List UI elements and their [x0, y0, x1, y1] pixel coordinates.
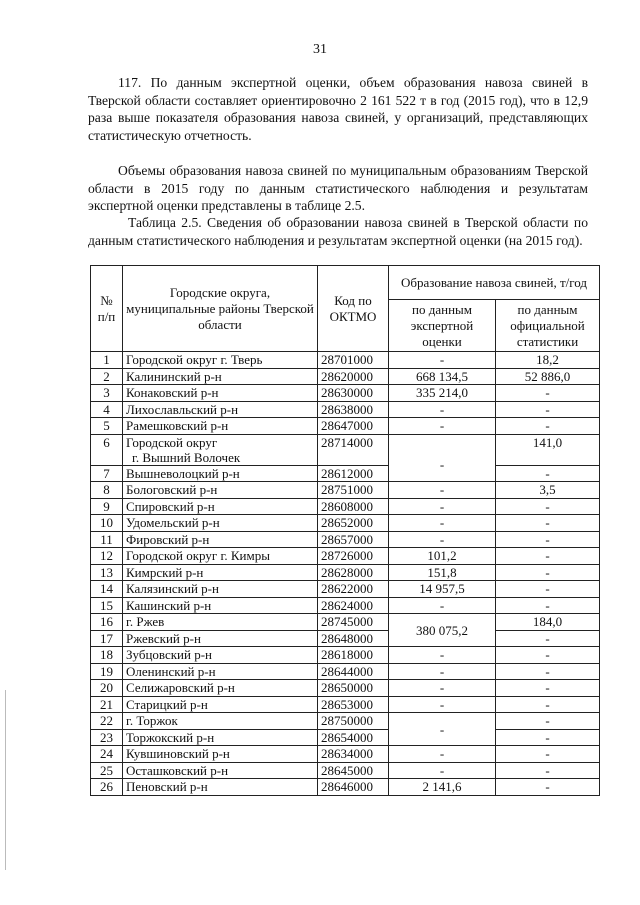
row-number: 20 [91, 680, 123, 697]
table-row [91, 581, 600, 598]
table-caption: Таблица 2.5. Сведения об образовании навоза свиней в Тверской области по данным статистического наблюдения и результатам экспертной оценки (на 2015 год). [88, 215, 588, 248]
row-number: 23 [91, 729, 123, 746]
row-number: 10 [91, 515, 123, 532]
header-num: № п/п [91, 266, 123, 352]
expert-value-merged: - [389, 713, 496, 746]
region-name: Конаковский р-н [123, 385, 318, 402]
oktmo-code: 28650000 [318, 680, 389, 697]
region-name: г. Торжок [123, 713, 318, 730]
expert-value: - [389, 663, 496, 680]
expert-value: - [389, 597, 496, 614]
paragraph-volumes: Объемы образования навоза свиней по муниципальным образованиям Тверской области в 2015 году по данным статистического наблюдения и результатам экспертной оценки представлены в таблице 2.5. [88, 163, 588, 213]
oktmo-code: 28648000 [318, 630, 389, 647]
header-group: Образование навоза свиней, т/год [389, 266, 600, 300]
row-number: 8 [91, 482, 123, 499]
expert-value: 2 141,6 [389, 779, 496, 796]
oktmo-code: 28652000 [318, 515, 389, 532]
oktmo-code: 28701000 [318, 352, 389, 369]
expert-value: - [389, 482, 496, 499]
table-row [91, 368, 600, 385]
table-row [91, 434, 600, 465]
oktmo-code: 28654000 [318, 729, 389, 746]
expert-value: - [389, 515, 496, 532]
oktmo-code: 28638000 [318, 401, 389, 418]
row-number: 17 [91, 630, 123, 647]
official-value: - [496, 713, 600, 730]
official-value: - [496, 630, 600, 647]
oktmo-code: 28657000 [318, 531, 389, 548]
row-number: 21 [91, 696, 123, 713]
region-name-line2: г. Вышний Волочек [132, 449, 241, 465]
expert-value: 14 957,5 [389, 581, 496, 598]
expert-value-merged: 380 075,2 [389, 614, 496, 647]
region-name [123, 434, 318, 465]
table-row [91, 746, 600, 763]
row-number: 26 [91, 779, 123, 796]
official-value: - [496, 548, 600, 565]
expert-value: - [389, 746, 496, 763]
header-code: Код по ОКТМО [318, 266, 389, 352]
table-row [91, 762, 600, 779]
region-name: Лихославльский р-н [123, 401, 318, 418]
row-number: 7 [91, 465, 123, 482]
row-number: 1 [91, 352, 123, 369]
oktmo-code: 28630000 [318, 385, 389, 402]
oktmo-code: 28647000 [318, 418, 389, 435]
oktmo-code: 28653000 [318, 696, 389, 713]
oktmo-code: 28750000 [318, 713, 389, 730]
oktmo-code: 28620000 [318, 368, 389, 385]
table-row [91, 597, 600, 614]
official-value: 3,5 [496, 482, 600, 499]
table-row [91, 630, 600, 647]
oktmo-code: 28618000 [318, 647, 389, 664]
table-row [91, 779, 600, 796]
official-value: - [496, 531, 600, 548]
oktmo-code: 28624000 [318, 597, 389, 614]
paragraph-117: 117. По данным экспертной оценки, объем образования навоза свиней в Тверской области составляет ориентировочно 2 161 522 т в год (2015 год), что в 12,9 раза выше показателя образования навоза свиней, у организаций, представляющих статистическую отчетность. [88, 75, 588, 143]
region-name: г. Ржев [123, 614, 318, 631]
oktmo-code: 28634000 [318, 746, 389, 763]
row-number: 3 [91, 385, 123, 402]
official-value: - [496, 581, 600, 598]
oktmo-code: 28645000 [318, 762, 389, 779]
pig-manure-table [90, 265, 600, 796]
expert-value: - [389, 418, 496, 435]
official-value: - [496, 663, 600, 680]
region-name: Ржевский р-н [123, 630, 318, 647]
table-row [91, 548, 600, 565]
region-name: Городской округ г. Тверь [123, 352, 318, 369]
table-row [91, 663, 600, 680]
region-name-line1: Городской округ [126, 434, 218, 450]
oktmo-code: 28608000 [318, 498, 389, 515]
official-value: - [496, 597, 600, 614]
row-number: 12 [91, 548, 123, 565]
table-row [91, 482, 600, 499]
expert-value: - [389, 531, 496, 548]
table-row [91, 729, 600, 746]
table-row [91, 352, 600, 369]
region-name: Городской округ г. Кимры [123, 548, 318, 565]
page-number: 31 [313, 42, 327, 57]
oktmo-code: 28745000 [318, 614, 389, 631]
row-number: 5 [91, 418, 123, 435]
region-name: Зубцовский р-н [123, 647, 318, 664]
table-row [91, 564, 600, 581]
official-value: - [496, 515, 600, 532]
official-value: 141,0 [496, 434, 600, 465]
expert-value: 151,8 [389, 564, 496, 581]
expert-value: - [389, 696, 496, 713]
table-row [91, 680, 600, 697]
region-name: Кимрский р-н [123, 564, 318, 581]
official-value: - [496, 385, 600, 402]
expert-value: - [389, 401, 496, 418]
table-row [91, 647, 600, 664]
official-value: 52 886,0 [496, 368, 600, 385]
region-name: Калининский р-н [123, 368, 318, 385]
row-number: 16 [91, 614, 123, 631]
region-name: Оленинский р-н [123, 663, 318, 680]
header-official: по данным официальной статистики [496, 300, 600, 352]
oktmo-code: 28628000 [318, 564, 389, 581]
official-value: - [496, 779, 600, 796]
official-value: 18,2 [496, 352, 600, 369]
table-row [91, 531, 600, 548]
region-name: Старицкий р-н [123, 696, 318, 713]
row-number: 14 [91, 581, 123, 598]
oktmo-code: 28644000 [318, 663, 389, 680]
row-number: 25 [91, 762, 123, 779]
official-value: - [496, 564, 600, 581]
row-number: 4 [91, 401, 123, 418]
scan-edge-mark [5, 690, 6, 870]
row-number: 2 [91, 368, 123, 385]
oktmo-code: 28726000 [318, 548, 389, 565]
official-value: - [496, 680, 600, 697]
oktmo-code: 28622000 [318, 581, 389, 598]
table-row [91, 465, 600, 482]
table-row [91, 713, 600, 730]
oktmo-code: 28714000 [318, 434, 389, 465]
row-number: 15 [91, 597, 123, 614]
expert-value: - [389, 680, 496, 697]
region-name: Кашинский р-н [123, 597, 318, 614]
row-number: 18 [91, 647, 123, 664]
region-name: Вышневолоцкий р-н [123, 465, 318, 482]
expert-value: 101,2 [389, 548, 496, 565]
official-value: - [496, 498, 600, 515]
header-expert: по данным экспертной оценки [389, 300, 496, 352]
official-value: - [496, 696, 600, 713]
expert-value: 668 134,5 [389, 368, 496, 385]
oktmo-code: 28612000 [318, 465, 389, 482]
expert-value: - [389, 352, 496, 369]
official-value: - [496, 465, 600, 482]
expert-value: - [389, 498, 496, 515]
official-value: - [496, 647, 600, 664]
region-name: Фировский р-н [123, 531, 318, 548]
row-number: 22 [91, 713, 123, 730]
expert-value: - [389, 647, 496, 664]
table-row [91, 515, 600, 532]
region-name: Рамешковский р-н [123, 418, 318, 435]
table-row [91, 614, 600, 631]
header-name: Городские округа, муниципальные районы Тверской области [123, 266, 318, 352]
table-row [91, 696, 600, 713]
row-number: 19 [91, 663, 123, 680]
table-row [91, 418, 600, 435]
table-row [91, 385, 600, 402]
region-name: Торжокский р-н [123, 729, 318, 746]
region-name: Селижаровский р-н [123, 680, 318, 697]
row-number: 9 [91, 498, 123, 515]
official-value: - [496, 418, 600, 435]
row-number: 6 [91, 434, 123, 465]
row-number: 24 [91, 746, 123, 763]
official-value: - [496, 762, 600, 779]
region-name: Удомельский р-н [123, 515, 318, 532]
region-name: Спировский р-н [123, 498, 318, 515]
table-row [91, 401, 600, 418]
region-name: Калязинский р-н [123, 581, 318, 598]
region-name: Осташковский р-н [123, 762, 318, 779]
region-name: Пеновский р-н [123, 779, 318, 796]
region-name: Бологовский р-н [123, 482, 318, 499]
table-row [91, 498, 600, 515]
expert-value: 335 214,0 [389, 385, 496, 402]
expert-value-merged: - [389, 434, 496, 482]
expert-value: - [389, 762, 496, 779]
row-number: 13 [91, 564, 123, 581]
official-value: - [496, 746, 600, 763]
oktmo-code: 28646000 [318, 779, 389, 796]
region-name: Кувшиновский р-н [123, 746, 318, 763]
oktmo-code: 28751000 [318, 482, 389, 499]
official-value: 184,0 [496, 614, 600, 631]
row-number: 11 [91, 531, 123, 548]
official-value: - [496, 729, 600, 746]
official-value: - [496, 401, 600, 418]
